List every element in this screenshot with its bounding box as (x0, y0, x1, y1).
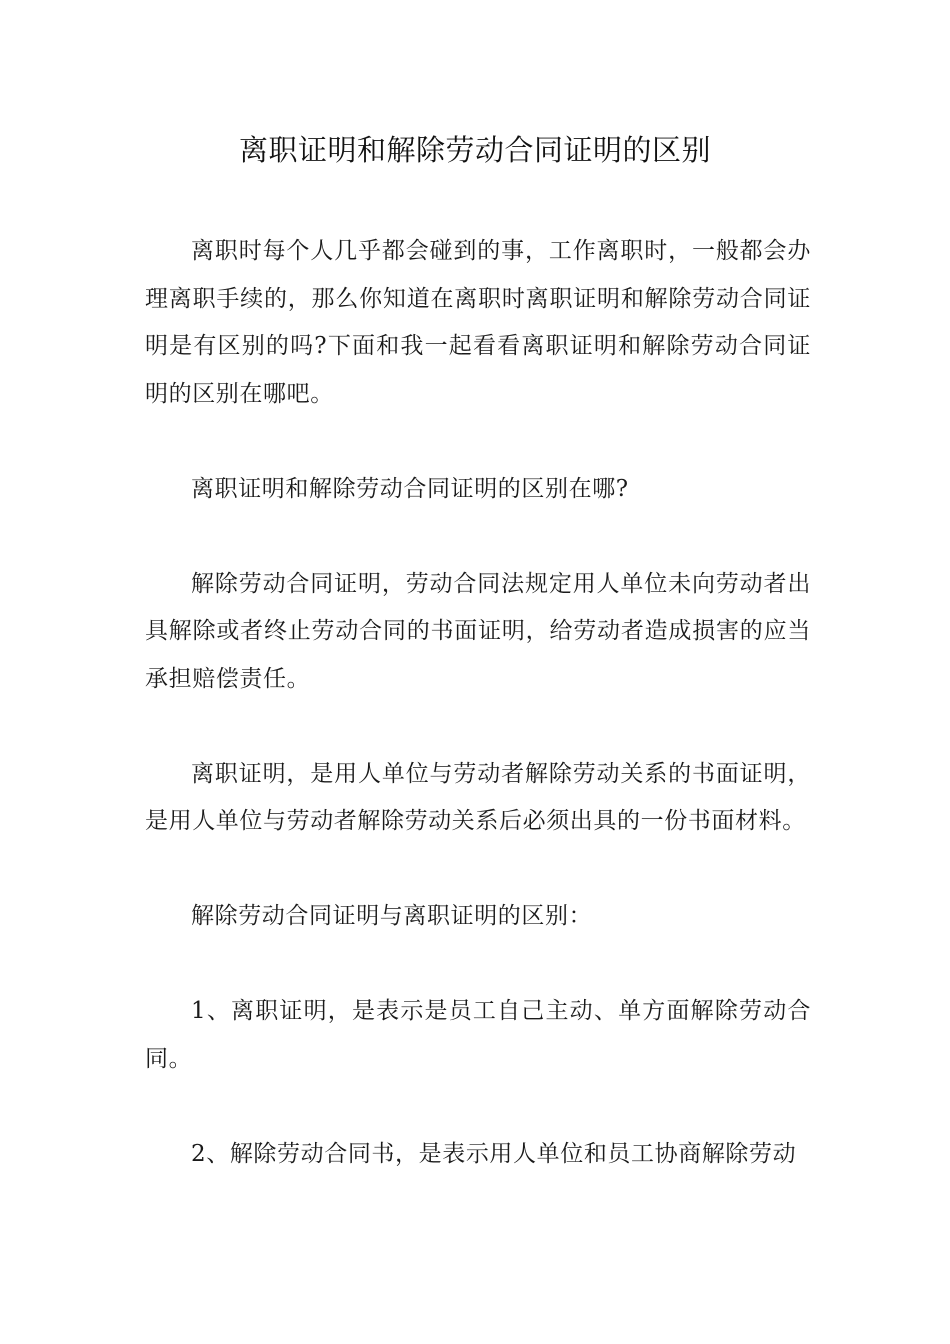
paragraph-intro: 离职时每个人几乎都会碰到的事，工作离职时，一般都会办理离职手续的，那么你知道在离职时离职证明和解除劳动合同证明是有区别的吗?下面和我一起看看离职证明和解除劳动合同证明的区别在哪吧。 (145, 238, 811, 407)
paragraph-question: 离职证明和解除劳动合同证明的区别在哪? (191, 475, 629, 502)
paragraph-point-2: 2、解除劳动合同书，是表示用人单位和员工协商解除劳动 (191, 1140, 797, 1167)
paragraph-termination-certificate: 解除劳动合同证明，劳动合同法规定用人单位未向劳动者出具解除或者终止劳动合同的书面证明，给劳动者造成损害的应当承担赔偿责任。 (145, 570, 811, 692)
document-title: 离职证明和解除劳动合同证明的区别 (238, 133, 711, 167)
paragraph-point-1: 1、离职证明，是表示是员工自己主动、单方面解除劳动合同。 (145, 998, 811, 1072)
paragraph-difference-heading: 解除劳动合同证明与离职证明的区别： (191, 903, 593, 929)
document-body (145, 228, 811, 1178)
paragraph-resignation-certificate: 离职证明，是用人单位与劳动者解除劳动关系的书面证明，是用人单位与劳动者解除劳动关系后必须出具的一份书面材料。 (145, 760, 811, 834)
